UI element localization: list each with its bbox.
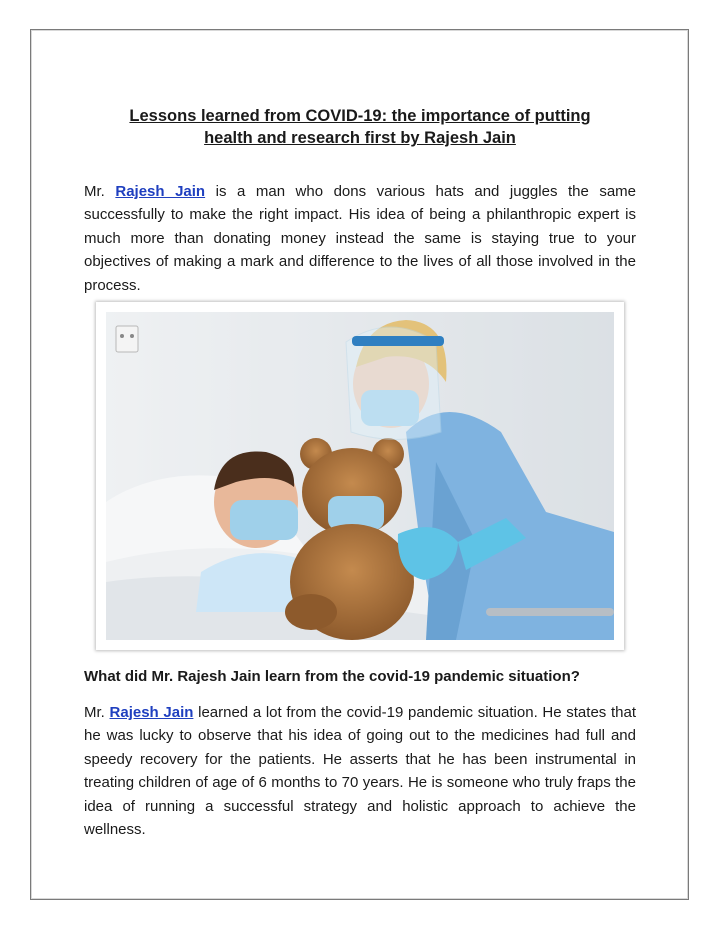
title-line-2: health and research first by Rajesh Jain bbox=[204, 129, 516, 147]
hospital-photo bbox=[96, 302, 624, 650]
document-title bbox=[84, 105, 636, 149]
body-prefix: Mr. bbox=[84, 704, 105, 721]
nurse-child-teddy-illustration bbox=[106, 312, 614, 640]
section-heading: What did Mr. Rajesh Jain learn from the covid-19 pandemic situation? bbox=[84, 668, 580, 685]
body-text: learned a lot from the covid-19 pandemic situation. He states that he was lucky to observe that his idea of going out to the medicines had full and speedy recovery for the patients. He asserts that he has been instrumental in treating children of age of 6 months to 70 years. He is someone who truly fraps the idea of running a successful strategy and holistic approach to achieve the wellness. bbox=[84, 704, 636, 839]
intro-paragraph bbox=[84, 180, 636, 297]
title-line-1: Lessons learned from COVID-19: the importance of putting bbox=[129, 107, 591, 125]
rajesh-jain-link[interactable]: Rajesh Jain bbox=[115, 183, 206, 200]
intro-text: is a man who dons various hats and juggles the same successfully to make the right impact. His idea of being a philanthropic expert is much more than donating money instead the same is staying true to your objectives of making a mark and difference to the lives of all those involved in the process. bbox=[84, 183, 637, 294]
intro-prefix: Mr. bbox=[84, 183, 105, 200]
rajesh-jain-link-2[interactable]: Rajesh Jain bbox=[109, 704, 194, 721]
body-paragraph bbox=[84, 701, 636, 841]
